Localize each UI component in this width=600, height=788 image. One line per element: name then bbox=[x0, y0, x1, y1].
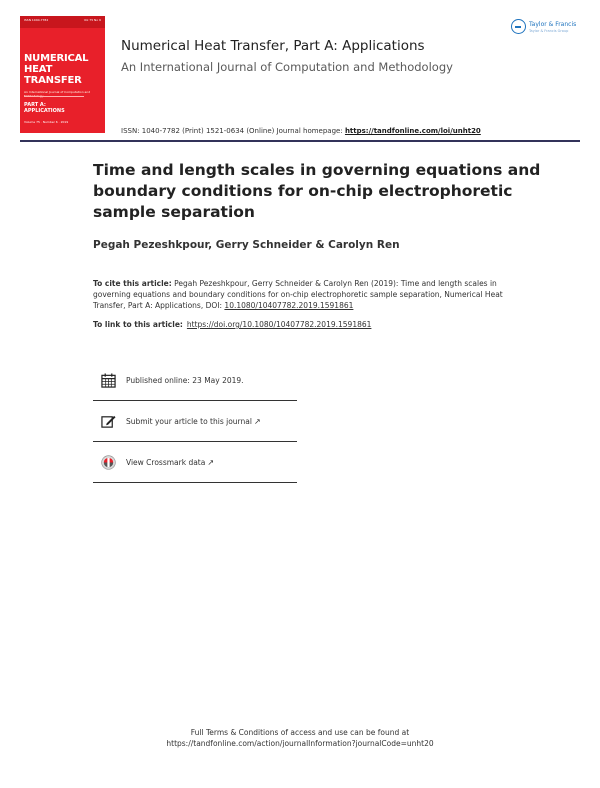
article-doi-link[interactable]: https://doi.org/10.1080/10407782.2019.1591861 bbox=[186, 320, 372, 329]
citation-doi-link[interactable]: 10.1080/10407782.2019.1591861 bbox=[224, 301, 354, 310]
calendar-icon bbox=[101, 373, 116, 388]
crossmark-link[interactable] bbox=[126, 458, 214, 467]
terms-text: Full Terms & Conditions of access and use can be found at bbox=[190, 728, 410, 737]
header-divider bbox=[20, 140, 580, 142]
link-label: To link to this article: bbox=[93, 320, 183, 329]
cover-volume: Volume 75 · Number 6 · 2019 bbox=[24, 120, 69, 124]
citation-label: To cite this article: bbox=[93, 279, 172, 288]
submit-row[interactable] bbox=[93, 401, 297, 441]
cover-title-line-1: NUMERICAL bbox=[24, 53, 89, 64]
cover-part bbox=[24, 102, 65, 114]
journal-subtitle: An International Journal of Computation and Methodology bbox=[121, 60, 453, 74]
article-title: Time and length scales in governing equations and boundary conditions for on-chip electrophoretic sample separation bbox=[93, 161, 541, 221]
publisher-tagline: Taylor & Francis Group bbox=[529, 29, 569, 33]
publisher-logo[interactable] bbox=[511, 19, 581, 37]
article-link-block bbox=[93, 320, 371, 329]
cover-part-line-1: PART A: bbox=[24, 102, 46, 108]
cover-divider bbox=[24, 96, 84, 97]
cover-title-line-3: TRANSFER bbox=[24, 75, 82, 86]
publisher-name: Taylor & Francis bbox=[529, 21, 577, 28]
published-row bbox=[93, 360, 297, 400]
cover-title-line-2: HEAT bbox=[24, 64, 53, 75]
issn-line bbox=[121, 127, 481, 135]
terms-footer bbox=[0, 727, 600, 749]
cover-issn: ISSN 1040-7782 bbox=[24, 18, 49, 22]
terms-link[interactable]: https://tandfonline.com/action/journalInformation?journalCode=unht20 bbox=[166, 739, 434, 748]
published-date: Published online: 23 May 2019. bbox=[126, 376, 244, 385]
cover-part-line-2: APPLICATIONS bbox=[24, 108, 65, 114]
journal-homepage-link[interactable]: https://tandfonline.com/loi/unht20 bbox=[344, 127, 481, 135]
article-authors: Pegah Pezeshkpour, Gerry Schneider & Carolyn Ren bbox=[93, 239, 400, 251]
edit-icon bbox=[101, 414, 116, 429]
publisher-logo-icon bbox=[511, 19, 526, 34]
external-link-icon: ↗ bbox=[253, 417, 261, 426]
issn-text: ISSN: 1040-7782 (Print) 1521-0634 (Online) Journal homepage: bbox=[121, 127, 345, 135]
crossmark-label: View Crossmark data bbox=[126, 458, 206, 467]
citation-text: Pegah Pezeshkpour, Gerry Schneider & Carolyn Ren (2019): Time and length scales in governing equations and boundary conditions for on-chip electrophoretic sample separation, Numerical Heat Transfer, Part A: Applications, DOI: bbox=[93, 279, 503, 310]
crossmark-icon bbox=[101, 455, 116, 470]
cover-tagline: An International Journal of Computation and bbox=[24, 90, 91, 94]
info-divider bbox=[93, 482, 297, 483]
submit-article-label: Submit your article to this journal bbox=[126, 417, 252, 426]
citation-block bbox=[93, 278, 513, 311]
cover-issue: Vol 75 No 6 bbox=[83, 18, 101, 22]
crossmark-row[interactable] bbox=[93, 442, 297, 482]
submit-article-link[interactable] bbox=[126, 417, 261, 426]
journal-title: Numerical Heat Transfer, Part A: Applications bbox=[121, 38, 425, 54]
journal-cover bbox=[20, 16, 105, 133]
external-link-icon: ↗ bbox=[207, 458, 215, 467]
